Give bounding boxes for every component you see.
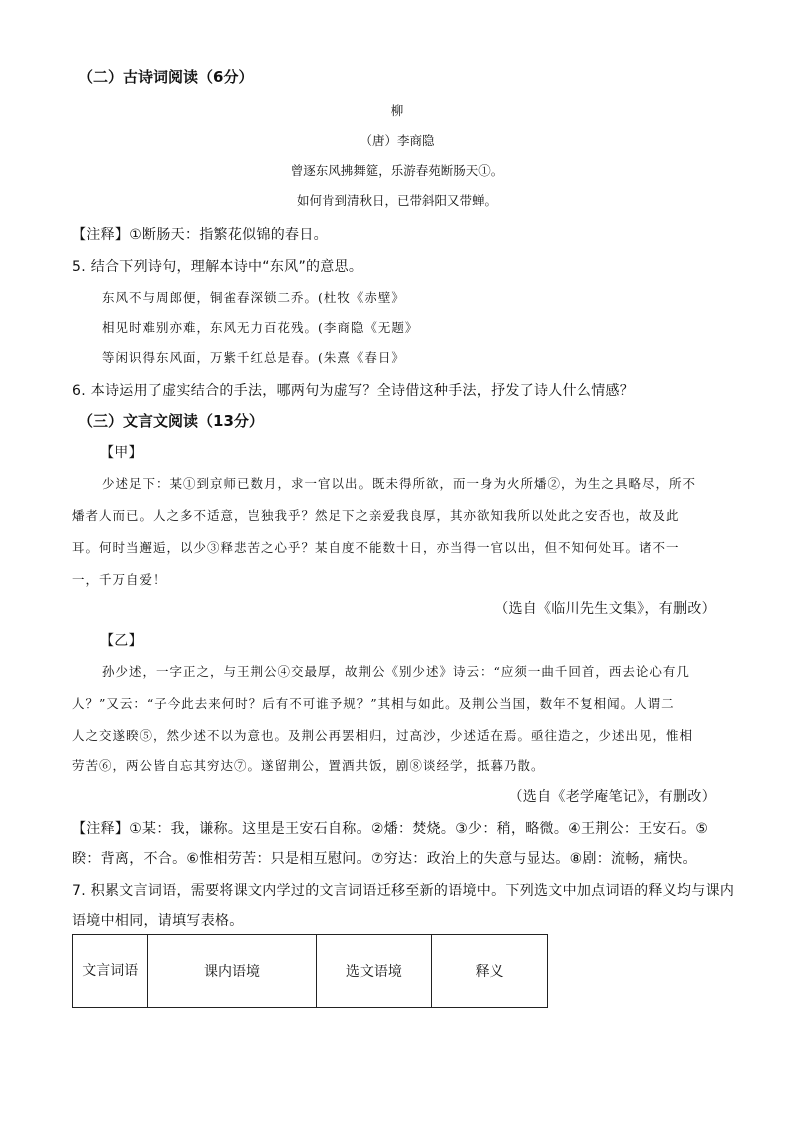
passage-yi-line: 劳苦⑥，两公皆自忘其穷达⑦。遂留荆公，置酒共饭，剧⑧谈经学，抵暮乃散。: [72, 758, 545, 773]
question-5: 5. 结合下列诗句，理解本诗中“东风”的意思。: [72, 259, 364, 275]
section3-heading: （三）文言文阅读（13分）: [78, 412, 264, 430]
passage-jia-source: （选自《临川先生文集》，有删改）: [494, 601, 716, 617]
poem-line: 如何肯到清秋日，已带斜阳又带蝉。: [296, 193, 497, 208]
answer-table: [72, 934, 548, 1008]
passage-jia-line: 少述足下：某①到京师已数月，求一官以出。既未得所欲，而一身为火所燔②，为生之具略尽，所不: [102, 476, 697, 491]
table-header-cell: 选文语境: [316, 935, 432, 1008]
question-7: 语境中相同，请填写表格。: [72, 913, 244, 929]
q5-quote: 等闲识得东风面，万紫千红总是春。(朱熹《春日》: [102, 350, 405, 365]
passage-note: 睽：背离，不合。⑥惟相劳苦：只是相互慰问。⑦穷达：政治上的失意与显达。⑧剧：流畅，痛快。: [72, 851, 697, 867]
poem-title: 柳: [390, 103, 404, 118]
passage-jia-line: 一，千万自爱！: [72, 572, 167, 587]
table-header-cell: 课内语境: [148, 935, 316, 1008]
poem-author: （唐）李商隐: [359, 133, 435, 148]
table-header-cell: 释义: [432, 935, 548, 1008]
poem-note: 【注释】①断肠天：指繁花似锦的春日。: [72, 227, 328, 243]
passage-yi-label: 【乙】: [100, 633, 143, 649]
passage-yi-line: 孙少述，一字正之，与王荆公④交最厚，故荆公《别少述》诗云：“应须一曲千回首，西去论心有几: [102, 664, 690, 679]
passage-yi-line: 人？”又云：“子今此去来何时？后有不可谁予规？”其相与如此。及荆公当国，数年不复相闻。人谓二: [72, 696, 675, 711]
passage-jia-line: 燔者人而已。人之多不适意，岂独我乎？然足下之亲爱我良厚，其亦欲知我所以处此之安否也，故及此: [72, 508, 680, 523]
passage-jia-line: 耳。何时当邂逅，以少③释悲苦之心乎？某自度不能数十日，亦当得一官以出，但不知何处耳。诸不一: [72, 540, 680, 555]
q5-quote: 东风不与周郎便，铜雀春深锁二乔。(杜牧《赤壁》: [102, 290, 405, 305]
passage-yi-source: （选自《老学庵笔记》，有删改）: [508, 789, 716, 805]
table-header-cell: 文言词语: [73, 935, 148, 1008]
poem-line: 曾逐东风拂舞筵，乐游春苑断肠天①。: [290, 163, 504, 178]
passage-note: 【注释】①某：我，谦称。这里是王安石自称。②燔：焚烧。③少：稍，略微。④王荆公：王安石。⑤: [72, 821, 709, 837]
passage-yi-line: 人之交遂睽⑤，然少述不以为意也。及荆公再罢相归，过高沙，少述适在焉。亟往造之，少述出见，惟相: [72, 728, 694, 743]
question-6: 6. 本诗运用了虚实结合的手法，哪两句为虚写？全诗借这种手法，抒发了诗人什么情感？: [72, 383, 635, 399]
section2-heading: （二）古诗词阅读（6分）: [78, 68, 254, 86]
passage-jia-label: 【甲】: [100, 445, 143, 461]
table-header-row: [73, 935, 548, 1008]
question-7: 7. 积累文言词语，需要将课文内学过的文言词语迁移至新的语境中。下列选文中加点词语的释义均与课内: [72, 883, 735, 899]
q5-quote: 相见时难别亦难，东风无力百花残。(李商隐《无题》: [102, 320, 419, 335]
